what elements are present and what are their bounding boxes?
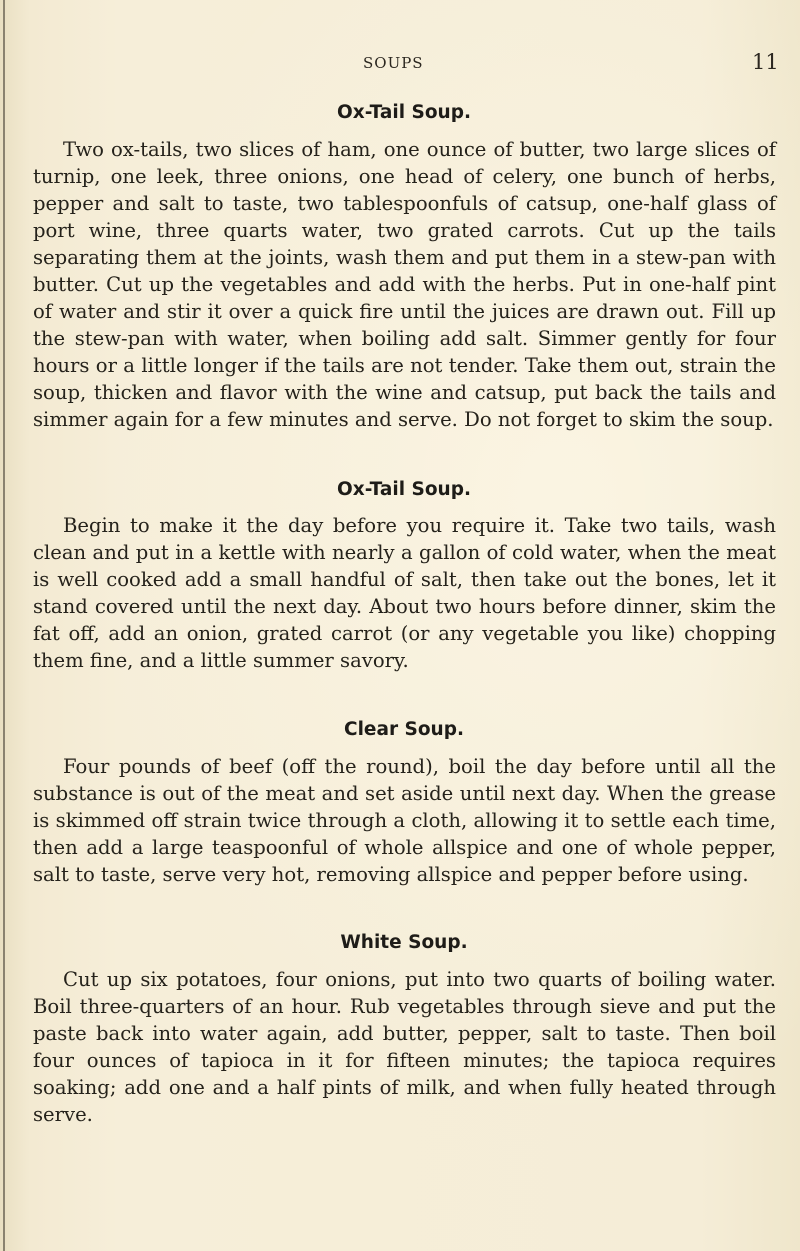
page-header (0, 50, 800, 84)
recipe-title-clear-soup: Clear Soup. (344, 719, 464, 740)
recipe-title-ox-tail-soup-1: Ox-Tail Soup. (337, 102, 471, 123)
page-gutter-line (3, 0, 5, 1251)
page-number: 11 (752, 50, 779, 74)
recipe-body-ox-tail-soup-1: Two ox-tails, two slices of ham, one ounce of butter, two large slices of turnip, one leek, three onions, one head of celery, one bunch of herbs, pepper and salt to taste, two tablespoonfuls of catsup, one-half glass of port wine, three quarts water, two grated carrots. Cut up the tails separating them at the joints, wash them and put them in a stew-pan with butter. Cut up the vegetables and add with the herbs. Put in one-half pint of water and stir it over a quick fire until the juices are drawn out. Fill up the stew-pan with water, when boiling add salt. Simmer gently for four hours or a little longer if the tails are not tender. Take them out, strain the soup, thicken and flavor with the wine and catsup, put back the tails and simmer again for a few minutes and serve. Do not forget to skim the soup. (33, 138, 776, 431)
recipe-title-ox-tail-soup-2: Ox-Tail Soup. (337, 479, 471, 500)
recipe-title-white-soup: White Soup. (340, 932, 468, 953)
recipe-body-ox-tail-soup-2: Begin to make it the day before you require it. Take two tails, wash clean and put in a kettle with nearly a gallon of cold water, when the meat is well cooked add a small handful of salt, then take out the bones, let it stand covered until the next day. About two hours before dinner, skim the fat off, add an onion, grated carrot (or any vegetable you like) chopping them fine, and a little summer savory. (33, 514, 776, 672)
recipe-body-white-soup: Cut up six potatoes, four onions, put into two quarts of boiling water. Boil three-quarters of an hour. Rub vegetables through sieve and put the paste back into water again, add butter, pepper, salt to taste. Then boil four ounces of tapioca in it for fifteen minutes; the tapioca requires soaking; add one and a half pints of milk, and when fully heated through serve. (33, 968, 776, 1126)
recipe-body-clear-soup: Four pounds of beef (off the round), boil the day before until all the substance is out of the meat and set aside until next day. When the grease is skimmed off strain twice through a cloth, allowing it to settle each time, then add a large teaspoonful of whole allspice and one of whole pepper, salt to taste, serve very hot, removing allspice and pepper before using. (33, 755, 776, 886)
running-head: SOUPS (363, 54, 424, 72)
